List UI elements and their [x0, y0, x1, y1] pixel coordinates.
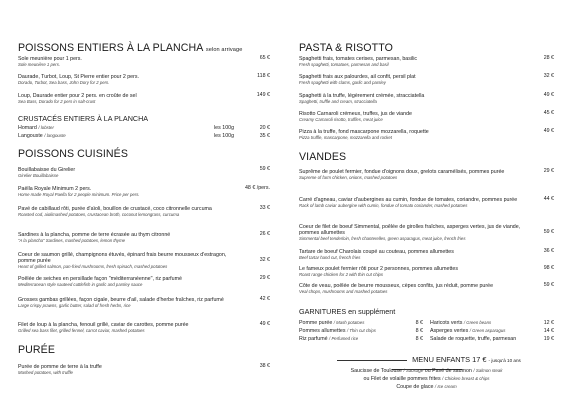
menu-item: Tartare de boeuf Charolais coupé au couteau, pommes allumettes Beef tartar hand cut, french fries 36 €	[299, 248, 554, 261]
section-title-poissons-cuisines: POISSONS CUISINÉS	[18, 148, 129, 160]
garniture-item: Haricots verts / Green beans 12 €	[430, 320, 554, 326]
menu-item: Le fameux poulet fermier rôti pour 2 personnes, pommes allumettes Roast range chicken for 2 with thin cut chips 98 €	[299, 265, 554, 278]
divider-left	[337, 360, 407, 361]
section-title-viandes: VIANDES	[299, 151, 347, 163]
menu-item: Côte de veau, poêlée de beurre mousseux, cèpes confits, jus réduit, pomme purée Veal chops, mushrooms and mashed potatoes 59 €	[299, 282, 554, 295]
menu-item: Pavé de cabillaud rôti, purée d'aïoli, bouillon de crustacé, coco citronnelle curcuma Roasted cod, aiolimashed potatoes, crustacean broth, coconut lemongrass, curcuma 33 €	[18, 205, 270, 218]
section-title-crustaces: CRUSTACÉS ENTIERS À LA PLANCHA	[18, 114, 149, 123]
crustace-row: Langouste / langouste les 100g 35 €	[18, 133, 270, 139]
section-title-plancha: POISSONS ENTIERS À LA PLANCHA selon arrivage	[18, 42, 243, 54]
menu-item: Pizza à la truffe, fond mascarpone mozzarella, roquette Pizza truffle, mascarpone, mozzarella and rocket 49 €	[299, 128, 554, 141]
menu-item: Purée de pomme de terre à la truffe Mashed potatoes, with truffle 38 €	[18, 363, 270, 376]
menu-item: Sardines à la plancha, pomme de terre écrasée au thym citronné "A la plancha" Sardines, mashed potatoes, lemon thyme 26 €	[18, 231, 270, 244]
menu-item: Daurade, Turbot, Loup, St Pierre entier pour 2 pers. Dorado, Turbot, Sea bass, John Dory for 2 pers. 118 €	[18, 73, 270, 86]
menu-item: Poêlée de seiches en persillade façon "méditerranéenne", riz parfumé Mediterranean style sauteed cuttlefish in garlic and parsley sauce 29 €	[18, 275, 270, 288]
menu-item: Sole meunière pour 1 pers. Sole meunière 1 pers. 65 €	[18, 55, 270, 68]
menu-item: Coeur de filet de boeuf Simmental, poêlée de girolles fraîches, asperges vertes, jus de viande, pommes allumettes Simmental beef tenderloin, fresh chanterelles, green asparagus, meat juice, french fries 59 €	[299, 224, 554, 242]
menu-item: Suprême de poulet fermier, fondue d'oignons doux, grelots caramélisés, pommes purée Supreme of farm chicken, onions, mashed potatoes 29 €	[299, 168, 554, 181]
menu-item: Risotto Carnaroli crémeux, truffes, jus de viande Creamy Carnaroli risotto, truffles, meat juice 45 €	[299, 110, 554, 123]
menu-enfants-line: Coupe de glace / Ice cream	[396, 384, 457, 390]
section-title-puree: PURÉE	[18, 344, 55, 356]
menu-enfants-line: Saucisse de Toulouse / Sausage ou Pavé de saumon / Salmon steak	[350, 368, 503, 374]
menu-item: Spaghetti frais aux palourdes, ail confit, persil plat Fresh spaghetti with clams, garlic and parsley 32 €	[299, 73, 554, 86]
menu-item: Paëlla Royale Minimum 2 pers. Home made Royal Paella for 2 people minimum. Price per pers. 48 € /pers.	[18, 185, 270, 198]
menu-item: Carré d'agneau, caviar d'aubergines au cumin, fondue de tomates, coriandre, pommes purée Rack of lamb caviar aubergine with cumin, fondue of tomato coriander, mashed potatoes 44 €	[299, 196, 554, 209]
menu-enfants-header: MENU ENFANTS 17 € - jusqu'à 10 ans	[299, 355, 554, 373]
garniture-item: Pomme purée / Mash potatoes 8 €	[299, 320, 423, 326]
menu-enfants-line: ou Filet de volaille pommes frites / Chicken breast & chips	[363, 376, 490, 382]
menu-item: Coeur de saumon grillé, champignons étuvés, épinard frais beurre mousseux d'estragon, pomme purée Heart of grilled salmon, pan-fried mushrooms, fresh spinach, mashed potatoes 32 €	[18, 252, 270, 270]
menu-item: Grosses gambas grillées, façon cigale, beurre d'ail, salade d'herbe fraîches, riz parfumé Large crispy prawns, garlic butter, salad of fresh herbs, rice 42 €	[18, 296, 270, 309]
section-title-garnitures: GARNITURES en supplément	[299, 307, 396, 316]
garniture-item: Riz parfumé / Perfumed rice 8 €	[299, 336, 423, 342]
garniture-item: Asperges vertes / Green asparagus 14 €	[430, 328, 554, 334]
menu-item: Loup, Daurade entier pour 2 pers. en croûte de sel Sea Bass, Dorado for 2 pers in salt-crust 149 €	[18, 92, 270, 105]
menu-item: Spaghetti frais, tomates cerises, parmesan, basilic Fresh spaghetti, tomatoes, parmesan and basil 28 €	[299, 55, 554, 68]
section-title-pasta: PASTA & RISOTTO	[299, 42, 393, 54]
menu-item: Filet de loup à la plancha, fenouil grillé, caviar de carottes, pomme purée Grilled sea bass filet, grilled fennel, carrot caviar, mashed potatoes 49 €	[18, 321, 270, 334]
crustace-row: Homard / lobster les 100g 20 €	[18, 125, 270, 131]
menu-item: Bouillabaisse du Girelier Girelier Bouillabaisse 59 €	[18, 166, 270, 179]
garniture-item: Pommes allumettes / Thin cut chips 8 €	[299, 328, 423, 334]
garniture-item: Salade de roquette, truffe, parmesan 19 €	[430, 336, 554, 342]
menu-item: Spaghetti à la truffe, légèrement crémée, stracciatella Spaghetti, truffle and cream, stracciatella 49 €	[299, 92, 554, 105]
